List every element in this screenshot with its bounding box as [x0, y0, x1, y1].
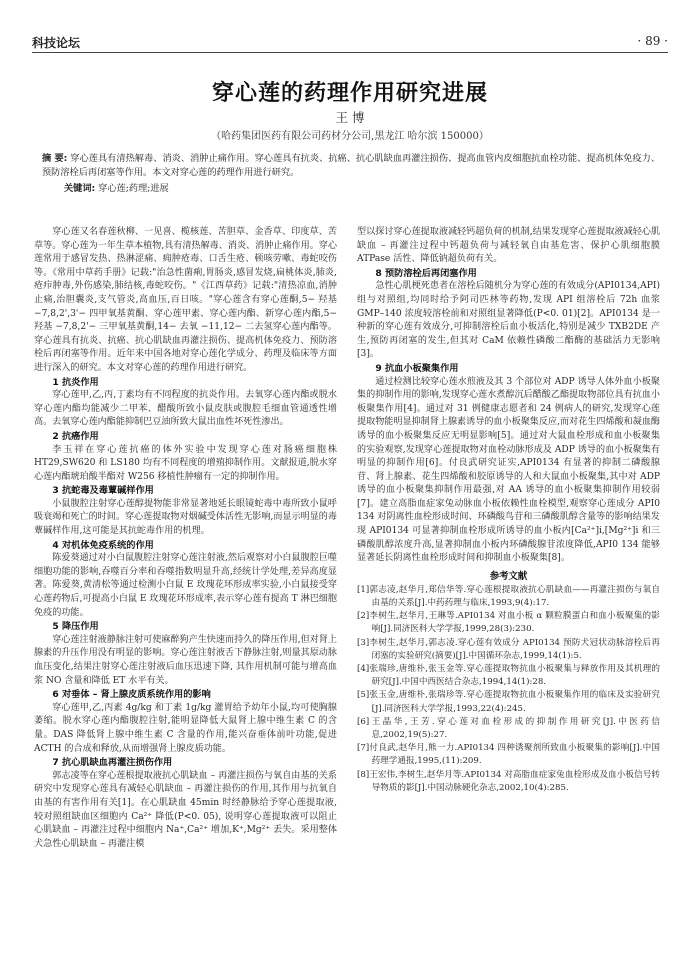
reference-item: [6]王晶华,王芳.穿心莲对血栓形成的抑制作用研究[J].中医药信息,2002,19(5):27.	[357, 716, 660, 741]
paragraph: 小鼠腹腔注射穿心莲醇提物能非常显著地延长眼镜蛇毒中毒所致小鼠呼吸衰竭和死亡的时间。穿心莲提取物对烟碱受体活性无影响,而显示明显的毒蕈碱样作用,这可能是其抗蛇毒作用的机理。	[34, 498, 337, 537]
paragraph: 郭志凌等在穿心莲根提取液抗心肌缺血 – 再灌注损伤与氧自由基的关系研究中发现穿心莲具有减轻心肌缺血 – 再灌注损伤的作用,其作用与抗氧自由基的有害作用有关[1]。在心肌缺血 45min 时经静脉给予穿心莲提取液, 较对照组缺血区细胞内 Ca²⁺ 降低(P<0. 05), 说明穿心莲提取液可以阻止心肌缺血 – 再灌注过程中细胞内 Na⁺,Ca²⁺ 增加,K⁺,Mg²⁺ 丢失。采用整体犬急性心肌缺血 – 再灌注模	[34, 770, 337, 849]
paragraph: 穿心莲注射液静脉注射可使麻醉狗产生快速而持久的降压作用,但对肾上腺素的升压作用没有明显的影响。穿心莲注射液舌下静脉注射,则量其原动脉血压变化,结果注射穿心莲注射液后血压迅速下降, 其作用机制可能与增高血浆 NO 含量和降低 ET 水平有关。	[34, 634, 337, 686]
abstract-label: 摘 要:	[42, 153, 68, 164]
header-rule	[32, 52, 668, 53]
reference-item: [5]张玉金,唐维朴,张瑞珍等.穿心莲提取物抗血小板聚集作用的临床及实验研究[J].同济医科大学学报,1993,22(4):245.	[357, 690, 660, 714]
section-heading: 3 抗蛇毒及毒蕈碱样作用	[52, 485, 154, 497]
section-heading: 9 抗血小板聚集作用	[375, 362, 459, 374]
reference-item: [8]王宏伟,李树生,赵华月等.API0134 对高脂血症家兔血栓形成及血小板信号转导物质的影[J].中国动脉硬化杂志,2002,10(4):285.	[357, 769, 660, 793]
paragraph: 急性心肌梗死患者在溶栓后随机分为穿心莲的有效成分(API0134,API)组与对照组,均同时给予阿司匹林等药物,发现 API 组溶栓后 72h 血浆 GMP–140 浓度较溶栓前和对照组显著降低(P<0. 01)[2]。API0134 是一种新的穿心莲有效成分,可抑制溶栓后血小板活化,特别是减少 TXB2DE 产生,预防再闭塞的发生,但其对 CaM 依赖性磷酸二酯酶的基础活力无影响[3]。	[357, 281, 660, 360]
section-heading: 1 抗炎作用	[52, 376, 99, 388]
paragraph: 陈爱葵通过对小白鼠腹腔注射穿心莲注射液,然后观察对小白鼠腹腔巨噬细胞功能的影响,吞噬百分率和吞噬指数明显升高,经统计学处理,差异高度显著。陈爱葵,黄清松等通过检测小白鼠 E 玫瑰花环形成率实验,小白鼠接受穿心莲药物后,可提高小白鼠 E 玫瑰花环形成率,表示穿心莲有提高 T 淋巴细胞免疫的功能。	[34, 553, 337, 618]
paragraph: 穿心莲甲,乙,丙素 4g/kg 和丁素 1g/kg 灌胃给予幼年小鼠,均可使胸腺萎缩。脱水穿心莲内酯腹腔注射,能明显降低大鼠肾上腺中维生素 C 的含量。DAS 降低肾上腺中维生素 C 含量的作用,能兴奋垂体前叶功能,促进 ACTH 的合成和释放,从而增强肾上腺皮质功能。	[34, 702, 337, 754]
body-column-left	[34, 226, 337, 851]
author-affiliation: （哈药集团医药有限公司药材分公司,黑龙江 哈尔滨 150000）	[211, 131, 489, 142]
journal-name: 科技论坛	[32, 36, 81, 50]
abstract	[42, 152, 660, 180]
keywords	[64, 182, 660, 196]
section-heading: 2 抗癌作用	[52, 430, 99, 442]
section-heading: 4 对机体免疫系统的作用	[52, 539, 154, 551]
references-list	[357, 584, 660, 795]
keywords-text: 穿心莲;药理;进展	[98, 183, 169, 194]
paragraph: 型以探讨穿心莲提取液减轻钙超负荷的机制,结果发现穿心莲提取液减轻心肌缺血 – 再灌注过程中钙超负荷与减轻氧自由基危害、保护心肌细胞膜 ATPase 活性、降低钠超负荷有关。	[357, 227, 660, 265]
paragraph: 穿心莲又名春莲秋柳、一见喜、榄核莲、苦胆草、金香草、印度草、苦草等。穿心莲为一年生草本植物,具有清热解毒、消炎、消肿止痛作用。穿心莲常用于感冒发热、热淋涩痛、痈肿疮毒、口舌生疮、顿咳劳嗽、毒蛇咬伤等。《常用中草药手册》记载:"治急性菌痢,胃肠炎,感冒发烧,扁桃体炎,肺炎,疮疖肿毒,外伤感染,肺结核,毒蛇咬伤。"《江西草药》记载:"清热凉血,消肿止痛,治胆囊炎,支气管炎,高血压,百日咳。"穿心莲含有穿心莲酮,5− 羟基 −7,8,2',3'− 四甲氧基黄酮、穿心莲甲素、穿心莲内酯、新穿心莲内酯,5− 羟基 −7,8,2'− 三甲氧基黄酮,14− 去氧 −11,12− 二去氢穿心莲内酯等。穿心莲具有抗炎、抗癌、抗心肌缺血再灌注损伤、提高机体免疫力、预防溶栓后再闭塞等作用。近年来中国各地对穿心莲化学成分、药理及临床等方面进行深入的研究。本文对穿心莲的药理作用进行研究。	[34, 227, 337, 373]
page-number: · 89 ·	[637, 34, 668, 48]
paragraph: 李玉祥在穿心莲抗癌的体外实验中发现穿心莲对肠癌细胞株HT29,SW620 和 LS180 均有不同程度的增殖抑制作用。文献报道,脱水穿心莲内酯琥珀酸半酯对 W256 移植性肿瘤有一定的抑制作用。	[34, 444, 337, 482]
section-heading: 6 对垂体 – 肾上腺皮质系统作用的影响	[52, 689, 211, 701]
abstract-text: 穿心莲具有清热解毒、消炎、消肿止痛作用。穿心莲具有抗炎、抗癌、抗心肌缺血再灌注损伤、提高血管内皮细胞抗血栓功能、提高机体免疫力、预防溶栓后再闭塞等作用。本文对穿心莲的药理作用进行研究。	[42, 153, 661, 179]
article-author: 王 博	[335, 110, 365, 125]
reference-item: [3]李树生,赵华月,郭志凌.穿心莲有效成分 API0134 预防犬冠状动脉溶栓后再闭塞的实验研究(摘要)[J].中国循环杂志,1999,14(1):5.	[357, 637, 660, 661]
body-column-right	[357, 226, 660, 795]
running-head	[32, 30, 668, 54]
reference-item: [4]张瑞珍,唐维朴,张玉金等.穿心莲提取物抗血小板聚集与释放作用及其机理的研究[J].中国中西医结合杂志,1994,14(1):28.	[357, 664, 660, 688]
keywords-label: 关键词:	[64, 183, 96, 194]
article-title: 穿心莲的药理作用研究进展	[211, 81, 488, 106]
section-heading: 5 降压作用	[52, 621, 99, 633]
body-column-right-text	[357, 226, 660, 566]
paragraph: 穿心莲甲,乙,丙,丁素均有不同程度的抗炎作用。去氧穿心莲内酯或脱水穿心莲内酯均能减少二甲苯、醋酸所致小鼠皮肤或腹腔毛细血管通透性增高。去氧穿心莲内酯能抑制巴豆油所致大鼠出血性坏死性渗出。	[34, 390, 337, 428]
paragraph: 通过检测比较穿心莲水煎液及其 3 个部位对 ADP 诱导人体外血小板聚集的抑制作用的影响,发现穿心莲水煮醇沉后醋酸乙酯提取物部位具有抗血小板聚集作用[4]。通过对 31 例健康志愿者和 24 例病人的研究,发现穿心莲提取物能明显抑制肾上腺素诱导的血小板聚集反应,而对花生四烯酸和凝血酶诱导的血小板聚集反应无明显影响[5]。通过对大鼠血栓形成和血小板聚集的实验观察,发现穿心莲提取物对血栓动脉形成及 ADP 诱导的血小板聚集有明显的抑制作用[6]。付良武研究证实,API0134 有显著的抑制二磷酸腺苷、肾上腺素、花生四烯酸和胶原诱导的人和大鼠血小板聚集,其中对 ADP 诱导的血小板聚集抑制作用最强,对 AA 诱导的血小板聚集抑制作用较弱[7]。建立高脂血症家兔动脉血小板依赖性血栓模型,观察穿心莲成分 API0 134 对阴离性血栓形成时间、环磷酸鸟苷和三磷酸肌醇含量等的影响结果发现 API0134 可显著抑制血栓形成所诱导的血小板内[Ca²⁺]i,[Mg²⁺]i 和三磷酸肌醇浓度升高,显著抑制血小板内环磷酸腺苷浓度降低,API0 134 能够显著延长阴离性血栓形成时间和抑制血小板聚集[8]。	[357, 376, 660, 564]
references-title: 参考文献	[489, 570, 528, 582]
section-heading: 8 预防溶栓后再闭塞作用	[375, 267, 477, 279]
section-heading: 7 抗心肌缺血再灌注损伤作用	[52, 757, 173, 769]
reference-item: [1]郭志凌,赵华月,郑信华等.穿心莲根提取液抗心肌缺血——再灌注损伤与氧自由基的关系[J].中药药理与临床,1993,9(4):17.	[357, 584, 660, 609]
reference-item: [2]李树生,赵华月,王琳等.API0134 对血小板 α 颗粒膜蛋白和血小板聚集的影响[J].同济医科大学学报,1999,28(3):230.	[357, 611, 660, 635]
reference-item: [7]付良武,赵华月,熊一力.API0134 四种诱聚剂所致血小板聚集的影响[J].中国药理学通报,1995,(11):209.	[357, 743, 660, 767]
